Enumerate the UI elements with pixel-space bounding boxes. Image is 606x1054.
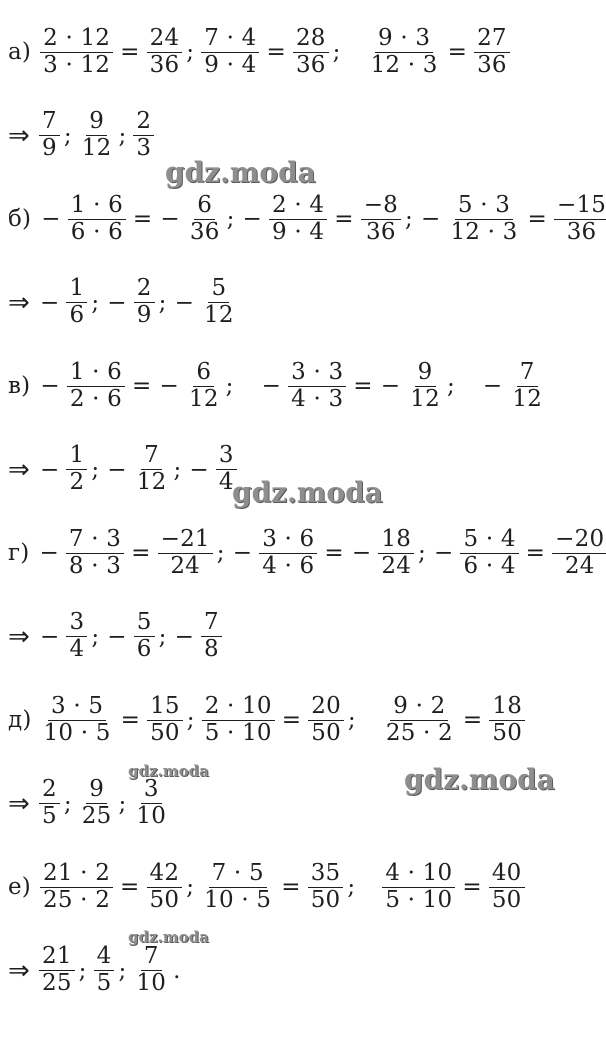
fraction [509, 360, 545, 413]
fraction [447, 193, 520, 246]
fraction-denominator: 6 [136, 636, 152, 662]
fraction-denominator: 10 [136, 970, 167, 996]
fraction-numerator: 7 [39, 109, 60, 136]
equation-line [8, 599, 606, 675]
fraction-numerator: 7 · 4 [201, 26, 259, 53]
separator: ; [63, 790, 72, 817]
operator-symbol: − [40, 289, 60, 316]
fraction [39, 777, 60, 830]
fraction-numerator: 42 [147, 861, 183, 888]
fraction [67, 360, 125, 413]
separator: ; [118, 122, 127, 149]
fraction [134, 276, 155, 329]
fraction-numerator: 18 [378, 527, 414, 554]
fraction-denominator: 6 · 4 [463, 552, 516, 579]
fraction [41, 694, 114, 747]
separator: ; [186, 39, 195, 65]
fraction [201, 610, 222, 663]
fraction-numerator: 20 [308, 694, 344, 721]
fraction-denominator: 2 · 6 [69, 385, 123, 412]
operator-symbol: − [351, 540, 372, 566]
operator-symbol: = [462, 707, 483, 733]
fraction-numerator: 35 [308, 861, 344, 888]
fraction [368, 26, 441, 79]
fraction-denominator: 8 · 3 [68, 552, 122, 579]
watermark: gdz.moda [404, 763, 555, 796]
fraction [133, 944, 169, 997]
fraction [40, 861, 113, 914]
fraction-denominator: 36 [366, 218, 396, 245]
fraction [147, 26, 183, 79]
fraction-denominator: 5 [96, 970, 112, 996]
fraction-numerator: 1 [66, 276, 87, 303]
operator-symbol: − [433, 540, 454, 566]
fraction [552, 527, 606, 580]
fraction-numerator: 40 [489, 861, 525, 888]
fraction [201, 861, 274, 914]
separator: ; [158, 623, 167, 650]
fraction [158, 527, 213, 580]
fraction-numerator: 7 [517, 360, 538, 387]
fraction-numerator: 2 · 10 [202, 694, 275, 721]
operator-symbol: − [482, 373, 503, 399]
fraction [94, 944, 115, 997]
fraction [39, 944, 75, 997]
fraction-numerator: 3 [141, 777, 162, 804]
fraction-numerator: 3 · 5 [48, 694, 106, 721]
operator-symbol: = [353, 373, 373, 399]
operator-symbol: = [324, 540, 344, 566]
operator-symbol: = [120, 874, 140, 900]
implies-arrow: ⇒ [8, 621, 30, 652]
fraction [66, 443, 87, 496]
operator-symbol: − [107, 623, 127, 650]
fraction-numerator: 2 [133, 109, 154, 136]
fraction-denominator: 12 [136, 469, 167, 495]
fraction-denominator: 24 [564, 552, 595, 579]
operator-symbol: = [525, 540, 546, 566]
fraction-denominator: 4 · 6 [262, 552, 315, 579]
fraction [79, 109, 115, 162]
fraction [407, 360, 443, 413]
fraction-denominator: 6 · 6 [70, 218, 123, 245]
operator-symbol: = [120, 707, 141, 733]
implies-arrow: ⇒ [8, 788, 30, 819]
part-label: г) [8, 540, 30, 566]
fraction-denominator: 9 [42, 135, 57, 161]
fraction [39, 109, 60, 162]
fraction-denominator: 4 [218, 469, 234, 495]
fraction [187, 193, 223, 246]
fraction-denominator: 12 [81, 135, 112, 161]
fraction-numerator: 7 · 5 [209, 861, 267, 888]
separator: ; [118, 957, 127, 984]
fraction-numerator: 3 [66, 610, 87, 637]
fraction [361, 193, 401, 246]
operator-symbol: − [40, 373, 60, 399]
fraction-denominator: 24 [170, 552, 201, 579]
fraction-numerator: 5 · 3 [455, 193, 513, 220]
separator: ; [78, 957, 87, 984]
part-label: в) [8, 373, 31, 399]
operator-symbol: − [40, 456, 60, 483]
operator-symbol: = [447, 39, 468, 65]
implies-arrow: ⇒ [8, 955, 30, 986]
separator: ; [347, 707, 356, 733]
operator-symbol: − [189, 456, 209, 483]
separator: ; [418, 540, 426, 566]
part-label: б) [8, 206, 32, 232]
fraction [134, 610, 155, 663]
fraction-numerator: −8 [361, 193, 401, 220]
fraction-numerator: 7 [141, 944, 162, 971]
fraction-numerator: 21 [39, 944, 75, 971]
fraction-denominator: 36 [189, 218, 220, 245]
separator: ; [118, 790, 127, 817]
fraction-denominator: 9 · 4 [204, 51, 257, 78]
fraction-denominator: 24 [381, 552, 412, 579]
fraction-denominator: 5 · 10 [385, 886, 453, 913]
operator-symbol: − [174, 289, 195, 316]
fraction-denominator: 36 [295, 51, 326, 78]
separator: ; [91, 456, 100, 483]
watermark: gdz.moda [128, 762, 209, 780]
part-label: е) [8, 874, 31, 900]
fraction [383, 694, 456, 747]
fraction [133, 777, 169, 830]
operator-symbol: = [131, 540, 151, 566]
fraction-denominator: 9 · 4 [272, 218, 325, 245]
operator-symbol: − [159, 373, 179, 399]
fraction-denominator: 50 [311, 719, 341, 746]
fraction-numerator: 1 · 6 [67, 360, 125, 387]
fraction [133, 109, 154, 162]
fraction-denominator: 4 · 3 [291, 385, 344, 412]
fraction-numerator: 24 [147, 26, 183, 53]
fraction [259, 527, 317, 580]
operator-symbol: − [40, 623, 60, 650]
operator-symbol: − [39, 540, 59, 566]
fraction [382, 861, 455, 914]
fraction-denominator: 8 [204, 636, 219, 662]
operator-symbol: − [420, 206, 441, 232]
fraction-denominator: 5 · 10 [204, 719, 272, 746]
implies-arrow: ⇒ [8, 287, 30, 318]
fraction-denominator: 12 [410, 385, 440, 412]
equation-line [8, 933, 606, 1009]
fraction [202, 694, 275, 747]
fraction-denominator: 50 [491, 886, 522, 913]
fraction-denominator: 6 [69, 302, 85, 328]
fraction-denominator: 5 [42, 803, 57, 829]
fraction-numerator: 15 [147, 694, 183, 721]
equation-line [8, 849, 606, 925]
part-label: а) [8, 39, 32, 65]
fraction [489, 694, 525, 747]
fraction [201, 26, 259, 79]
operator-symbol: = [527, 206, 547, 232]
fraction [308, 861, 344, 914]
fraction [66, 610, 87, 663]
operator-symbol: − [107, 289, 127, 316]
fraction-numerator: −15 [554, 193, 606, 220]
fraction-denominator: 12 [512, 385, 543, 412]
fraction [66, 527, 124, 580]
fraction-numerator: 2 · 12 [40, 26, 113, 53]
fraction-numerator: 5 [208, 276, 229, 303]
operator-symbol: = [266, 39, 286, 65]
fraction-denominator: 50 [149, 886, 180, 913]
fraction-denominator: 3 · 12 [43, 51, 111, 78]
operator-symbol: − [261, 373, 282, 399]
fraction-denominator: 12 · 3 [370, 51, 438, 78]
fraction-numerator: 9 · 3 [375, 26, 433, 53]
fraction-numerator: 27 [474, 26, 510, 53]
operator-symbol: − [41, 206, 61, 232]
fraction [79, 777, 115, 830]
fraction-denominator: 50 [310, 886, 341, 913]
separator: ; [91, 289, 100, 316]
watermark: gdz.moda [165, 156, 316, 189]
separator: ; [216, 540, 225, 566]
fraction-denominator: 12 [188, 385, 219, 412]
separator: ; [446, 373, 455, 399]
fraction-numerator: 4 [94, 944, 115, 971]
fraction [186, 360, 222, 413]
fraction [554, 193, 606, 246]
separator: ; [186, 874, 195, 900]
separator: ; [186, 707, 195, 733]
fraction [269, 193, 327, 246]
fraction [378, 527, 414, 580]
fraction-denominator: 36 [566, 218, 597, 245]
fraction-denominator: 36 [477, 51, 507, 78]
fraction-numerator: −20 [552, 527, 606, 554]
fraction-numerator: 18 [489, 694, 525, 721]
equation-line [8, 515, 606, 591]
equation-line [8, 682, 606, 758]
part-label: д) [8, 707, 32, 733]
fraction-numerator: 7 [201, 610, 222, 637]
separator: . [173, 957, 181, 984]
operator-symbol: − [380, 373, 401, 399]
fraction-numerator: 1 [66, 443, 87, 470]
fraction [293, 26, 329, 79]
fraction-numerator: 2 [134, 276, 155, 303]
fraction-numerator: 5 · 4 [460, 527, 518, 554]
fraction-numerator: −21 [158, 527, 213, 554]
fraction-numerator: 9 [86, 109, 107, 136]
separator: ; [226, 206, 235, 232]
fraction-numerator: 9 [415, 360, 436, 387]
fraction-denominator: 9 [136, 302, 152, 328]
implies-arrow: ⇒ [8, 454, 30, 485]
fraction-numerator: 3 [216, 443, 237, 470]
fraction-numerator: 9 [86, 777, 107, 804]
separator: ; [173, 456, 182, 483]
separator: ; [347, 874, 356, 900]
fraction-numerator: 1 · 6 [68, 193, 126, 220]
operator-symbol: = [120, 39, 140, 65]
fraction [288, 360, 346, 413]
fraction-denominator: 3 [136, 135, 152, 161]
operator-symbol: = [334, 206, 354, 232]
fraction [134, 443, 170, 496]
equation-line [8, 181, 606, 257]
fraction-numerator: 6 [194, 193, 215, 220]
operator-symbol: = [132, 206, 153, 232]
fraction-numerator: 6 [193, 360, 214, 387]
operator-symbol: − [242, 206, 262, 232]
operator-symbol: − [174, 623, 195, 650]
fraction-numerator: 3 · 6 [259, 527, 317, 554]
separator: ; [158, 289, 167, 316]
fraction-denominator: 10 · 5 [43, 719, 111, 746]
fraction-numerator: 2 [39, 777, 60, 804]
fraction-denominator: 50 [150, 719, 180, 746]
fraction-denominator: 2 [69, 469, 85, 495]
equation-line [8, 265, 606, 341]
fraction [489, 861, 525, 914]
fraction-numerator: 28 [293, 26, 329, 53]
fraction [474, 26, 510, 79]
separator: ; [405, 206, 413, 232]
fraction-denominator: 4 [69, 636, 85, 662]
fraction-denominator: 36 [149, 51, 180, 78]
fraction [308, 694, 344, 747]
fraction [147, 861, 183, 914]
fraction-denominator: 12 [204, 302, 234, 328]
operator-symbol: − [160, 206, 180, 232]
fraction-numerator: 7 [141, 443, 162, 470]
fraction-denominator: 25 · 2 [43, 886, 111, 913]
separator: ; [225, 373, 234, 399]
fraction [460, 527, 518, 580]
fraction-denominator: 25 [42, 970, 72, 996]
separator: ; [91, 623, 100, 650]
fraction-denominator: 50 [492, 719, 523, 746]
fraction-numerator: 9 · 2 [390, 694, 448, 721]
fraction [201, 276, 237, 329]
equation-line [8, 14, 606, 90]
fraction-numerator: 3 · 3 [288, 360, 346, 387]
fraction-numerator: 4 · 10 [382, 861, 455, 888]
fraction [68, 193, 126, 246]
fraction [66, 276, 87, 329]
fraction-denominator: 25 [81, 803, 112, 829]
equation-line [8, 348, 606, 424]
separator: ; [332, 39, 341, 65]
fraction-numerator: 5 [134, 610, 155, 637]
fraction-denominator: 10 [136, 803, 167, 829]
implies-arrow: ⇒ [8, 120, 30, 151]
fraction-denominator: 12 · 3 [450, 218, 518, 245]
fraction [147, 694, 183, 747]
operator-symbol: = [281, 707, 302, 733]
fraction-numerator: 21 · 2 [40, 861, 113, 888]
operator-symbol: − [107, 456, 127, 483]
operator-symbol: = [132, 373, 152, 399]
fraction-numerator: 2 · 4 [269, 193, 327, 220]
watermark: gdz.moda [232, 476, 383, 509]
fraction [40, 26, 113, 79]
watermark: gdz.moda [128, 928, 209, 946]
fraction-numerator: 7 · 3 [66, 527, 124, 554]
fraction-denominator: 25 · 2 [385, 719, 453, 746]
operator-symbol: = [462, 874, 482, 900]
operator-symbol: = [281, 874, 301, 900]
fraction-denominator: 10 · 5 [204, 886, 272, 913]
operator-symbol: − [232, 540, 253, 566]
separator: ; [63, 122, 72, 149]
